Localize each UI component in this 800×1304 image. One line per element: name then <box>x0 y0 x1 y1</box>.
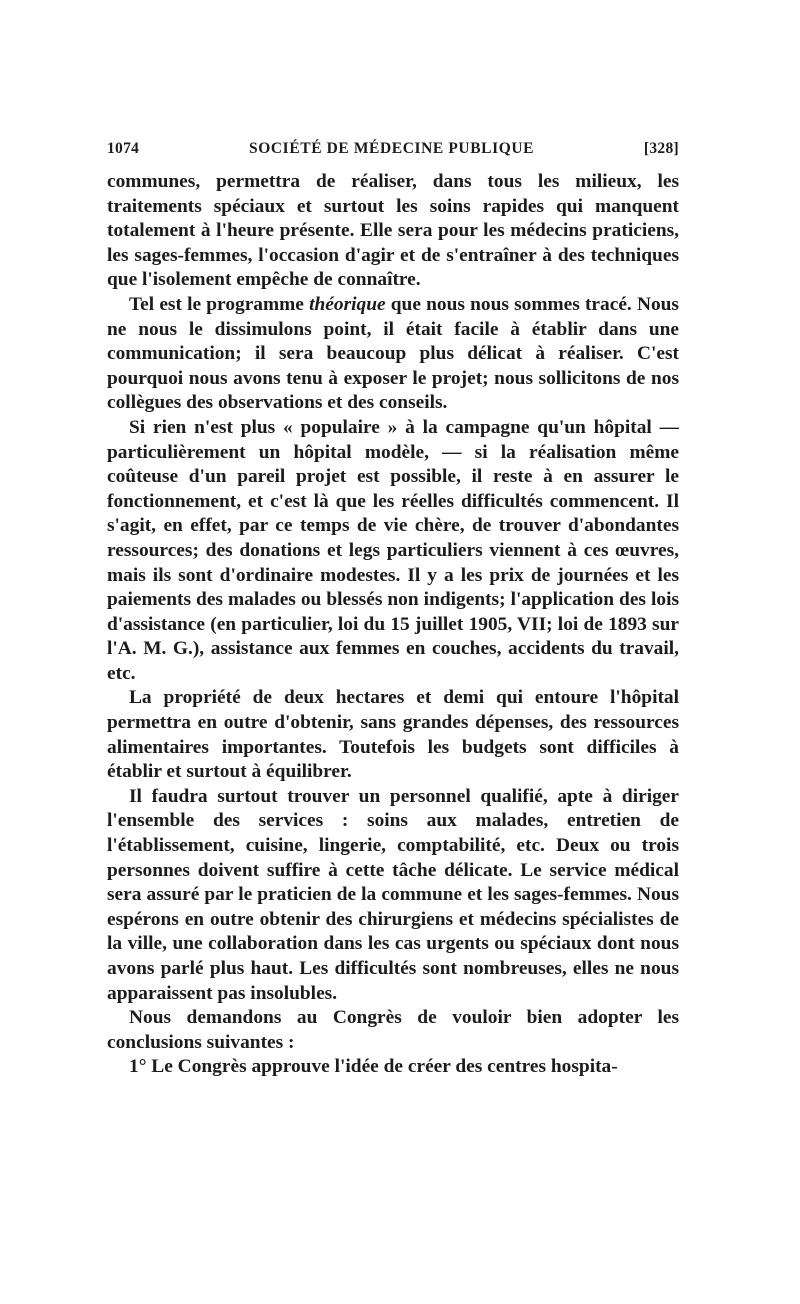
paragraph-text: que nous nous sommes tracé. Nous ne nous le dissimulons point, il était facile à établir dans une communication; il sera beaucoup plus délicat à réaliser. C'est pourquoi nous avons tenu à exposer le projet; nous sollicitons de nos collègues des observations et des conseils. <box>107 293 679 414</box>
page-number: 1074 <box>107 140 140 157</box>
body-text <box>107 170 679 1080</box>
paragraph: La propriété de deux hectares et demi qui entoure l'hôpital permettra en outre d'obtenir, sans grandes dépenses, des ressources alimentaires importantes. Toutefois les budgets sont difficiles à établir et surtout à équilibrer. <box>107 687 679 783</box>
original-page-number: [328] <box>643 140 679 157</box>
paragraph-text: Tel est le programme <box>129 293 310 315</box>
running-title: SOCIÉTÉ DE MÉDECINE PUBLIQUE <box>249 140 535 157</box>
paragraph <box>107 293 679 416</box>
paragraph: communes, permettra de réaliser, dans tous les milieux, les traitements spéciaux et surtout les soins rapides qui manquent totalement à l'heure présente. Elle sera pour les médecins praticiens, les sages-femmes, l'occasion d'agir et de s'entraîner à des techniques que l'isolement empêche de connaître. <box>107 171 679 291</box>
paragraph: Il faudra surtout trouver un personnel qualifié, apte à diriger l'ensemble des services : soins aux malades, entretien de l'établissement, cuisine, lingerie, comptabilité, etc. Deux ou trois personnes doivent suffire à cette tâche délicate. Le service médical sera assuré par le praticien de la commune et les sages-femmes. Nous espérons en outre obtenir des chirurgiens et médecins spécialistes de la ville, une collaboration dans les cas urgents ou spéciaux dont nous avons parlé plus haut. Les difficultés sont nombreuses, elles ne nous apparaissent pas insolubles. <box>107 785 679 1004</box>
document-page <box>107 140 679 1080</box>
italic-term: théorique <box>309 293 386 315</box>
paragraph: 1° Le Congrès approuve l'idée de créer des centres hospita- <box>129 1056 618 1078</box>
paragraph: Nous demandons au Congrès de vouloir bien adopter les conclusions suivantes : <box>107 1007 679 1053</box>
running-header <box>107 140 679 170</box>
paragraph: Si rien n'est plus « populaire » à la campagne qu'un hôpital — particulièrement un hôpital modèle, — si la réalisation même coûteuse d'un pareil projet est possible, il reste à en assurer le fonctionnement, et c'est là que les réelles difficultés commencent. Il s'agit, en effet, par ce temps de vie chère, de trouver d'abondantes ressources; des donations et legs particuliers viennent à ces œuvres, mais ils sont d'ordinaire modestes. Il y a les prix de journées et les paiements des malades ou blessés non indigents; l'application des lois d'assistance (en particulier, loi du 15 juillet 1905, VII; loi de 1893 sur l'A. M. G.), assistance aux femmes en couches, accidents du travail, etc. <box>107 416 679 684</box>
